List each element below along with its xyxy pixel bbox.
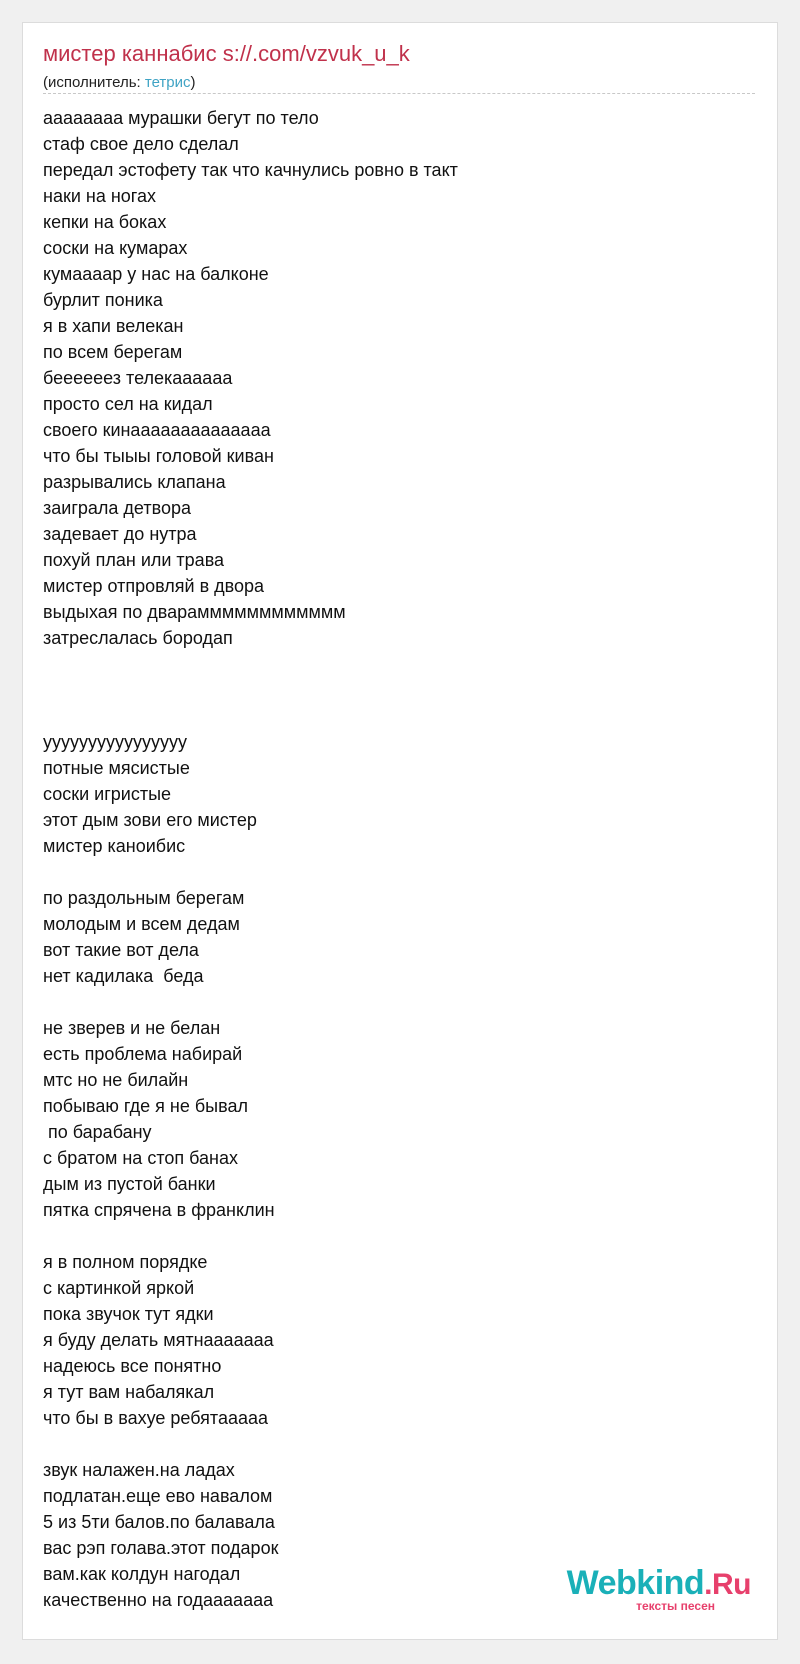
lyric-line: молодым и всем дедам [43, 914, 240, 934]
lyric-line [43, 703, 458, 729]
site-logo-main: Webkind [566, 1564, 705, 1602]
lyric-line: я буду делать мятнааааааа [43, 1330, 274, 1350]
lyric-line [43, 651, 458, 677]
lyric-line: с братом на стоп банах [43, 1148, 238, 1168]
site-watermark [567, 1566, 751, 1613]
lyric-line: похуй план или трава [43, 550, 225, 570]
lyric-line: вас рэп голава.этот подарок [43, 1538, 279, 1558]
lyric-line: уууууууууууууууу [43, 732, 187, 752]
lyric-line: потные мясистые [43, 758, 190, 778]
lyric-line: наки на ногах [43, 186, 156, 206]
lyric-line: с картинкой яркой [43, 1278, 195, 1298]
artist-link[interactable]: тетрис [144, 74, 191, 91]
lyric-line [43, 677, 458, 703]
lyric-line: по барабану [43, 1122, 152, 1142]
lyric-line [43, 859, 458, 885]
lyric-line [43, 1431, 458, 1457]
lyric-line: мистер отпровляй в двора [43, 576, 265, 596]
site-logo-suffix: .Ru [704, 1568, 751, 1601]
lyric-line: я в хапи велекан [43, 316, 184, 336]
lyric-line: пока звучок тут ядки [43, 1304, 214, 1324]
lyric-line: кумаааар у нас на балконе [43, 264, 269, 284]
lyric-line: я тут вам набалякал [43, 1382, 215, 1402]
lyric-line: есть проблема набирай [43, 1044, 243, 1064]
lyric-line: кепки на боках [43, 212, 167, 232]
lyric-line: звук налажен.на ладах [43, 1460, 235, 1480]
lyric-line: вам.как колдун нагодал [43, 1564, 241, 1584]
lyric-line: дым из пустой банки [43, 1174, 216, 1194]
lyric-line: соски игристые [43, 784, 172, 804]
lyric-line: подлатан.еще ево навалом [43, 1486, 273, 1506]
lyric-line: разрывались клапана [43, 472, 226, 492]
lyric-line: что бы тыыы головой киван [43, 446, 274, 466]
lyrics-card [22, 22, 778, 1640]
lyric-line: 5 из 5ти балов.по балавала [43, 1512, 275, 1532]
artist-suffix: ) [190, 74, 196, 91]
lyric-line [43, 989, 458, 1015]
lyric-line: бурлит поника [43, 290, 163, 310]
lyric-line: по раздольным берегам [43, 888, 245, 908]
lyric-line: стаф свое дело сделал [43, 134, 239, 154]
lyric-line [43, 1223, 458, 1249]
lyrics-list [43, 105, 458, 1613]
artist-prefix: (исполнитель: [43, 74, 145, 91]
lyric-line: мтс но не билайн [43, 1070, 189, 1090]
lyric-line: своего кинаааааааааааааа [43, 420, 271, 440]
lyric-line: пятка спрячена в франклин [43, 1200, 275, 1220]
site-logo [567, 1566, 751, 1602]
lyric-line: вот такие вот дела [43, 940, 199, 960]
lyric-line: передал эстофету так что качнулись ровно в такт [43, 160, 458, 180]
lyric-line: просто сел на кидал [43, 394, 213, 414]
lyric-line: нет кадилака беда [43, 966, 204, 986]
lyric-line: не зверев и не белан [43, 1018, 221, 1038]
song-title: мистер каннабис s://.com/vzvuk_u_k [43, 41, 410, 66]
lyric-line: заиграла детвора [43, 498, 191, 518]
site-tagline: тексты песен [636, 1599, 715, 1613]
lyric-line: что бы в вахуе ребятааааа [43, 1408, 268, 1428]
header-divider [43, 93, 755, 94]
artist-line [43, 74, 196, 91]
lyric-line: аааааааа мурашки бегут по тело [43, 108, 319, 128]
lyric-line: соски на кумарах [43, 238, 188, 258]
lyric-line: надеюсь все понятно [43, 1356, 222, 1376]
lyric-line: качественно на годааааааа [43, 1590, 274, 1610]
lyric-line: задевает до нутра [43, 524, 197, 544]
lyric-line: побываю где я не бывал [43, 1096, 248, 1116]
lyric-line: беееееез телекаааааа [43, 368, 233, 388]
lyric-line: по всем берегам [43, 342, 183, 362]
lyric-line: я в полном порядке [43, 1252, 208, 1272]
lyric-line: затреслалась бородап [43, 628, 233, 648]
lyric-line: этот дым зови его мистер [43, 810, 257, 830]
lyric-line: выдыхая по дварамммммммммммм [43, 602, 346, 622]
lyric-line: мистер каноибис [43, 836, 186, 856]
